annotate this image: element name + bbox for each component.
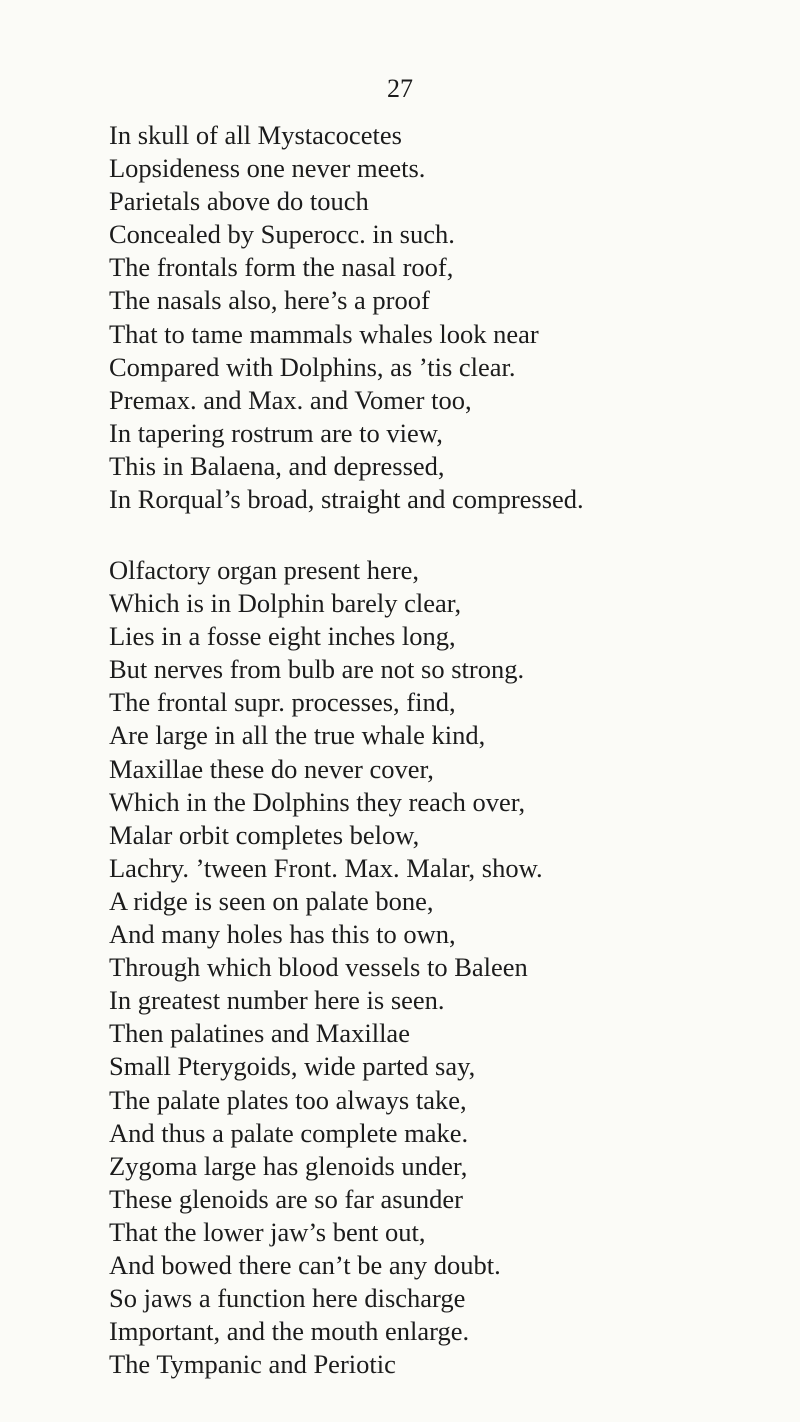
verse-line: Lopsideness one never meets. — [109, 153, 426, 184]
verse-line: That to tame mammals whales look near — [109, 318, 539, 349]
verse-line: Malar orbit completes below, — [109, 819, 420, 850]
verse-line: Through which blood vessels to Baleen — [109, 952, 528, 983]
stanza-2 — [109, 554, 789, 1381]
verse-line: Olfactory organ present here, — [109, 555, 420, 585]
verse-line: That the lower jaw’s bent out, — [109, 1216, 426, 1247]
verse-line: Then palatines and Maxillae — [109, 1018, 410, 1049]
verse-line: Small Pterygoids, wide parted say, — [109, 1051, 476, 1082]
verse-line: The Tympanic and Periotic — [109, 1349, 396, 1380]
verse-line: Lachry. ’tween Front. Max. Malar, show. — [109, 852, 543, 883]
verse-line: Lies in a fosse eight inches long, — [109, 621, 456, 652]
verse-line: And many holes has this to own, — [109, 919, 456, 950]
verse-line: In Rorqual’s broad, straight and compressed. — [109, 484, 584, 515]
verse-line: Parietals above do touch — [109, 186, 369, 217]
verse-line: The frontal supr. processes, find, — [109, 687, 456, 718]
verse-line: A ridge is seen on palate bone, — [109, 885, 434, 916]
verse-line: And bowed there can’t be any doubt. — [109, 1249, 501, 1280]
verse-line: Maxillae these do never cover, — [109, 753, 434, 784]
page-number: 27 — [387, 74, 413, 103]
verse-line: Compared with Dolphins, as ’tis clear. — [109, 351, 516, 382]
verse-line: This in Balaena, and depressed, — [109, 450, 445, 481]
verse-line: In skull of all Mystacocetes — [109, 120, 402, 150]
verse-line: Premax. and Max. and Vomer too, — [109, 384, 472, 415]
verse-line: The frontals form the nasal roof, — [109, 252, 454, 283]
verse-line: And thus a palate complete make. — [109, 1117, 469, 1148]
verse-line: In greatest number here is seen. — [109, 985, 445, 1016]
verse-line: The nasals also, here’s a proof — [109, 285, 430, 316]
verse-line: Zygoma large has glenoids under, — [109, 1150, 468, 1181]
verse-line: Important, and the mouth enlarge. — [109, 1316, 470, 1347]
verse-line: Which is in Dolphin barely clear, — [109, 588, 462, 619]
verse-line: Concealed by Superocc. in such. — [109, 219, 455, 250]
verse-line: The palate plates too always take, — [109, 1084, 467, 1115]
verse-line: These glenoids are so far asunder — [109, 1183, 463, 1214]
verse-line: So jaws a function here discharge — [109, 1283, 466, 1314]
verse-line: But nerves from bulb are not so strong. — [109, 654, 525, 685]
stanza-1 — [109, 119, 789, 516]
verse-line: Are large in all the true whale kind, — [109, 720, 486, 751]
verse-line: Which in the Dolphins they reach over, — [109, 786, 526, 817]
verse-line: In tapering rostrum are to view, — [109, 417, 443, 448]
